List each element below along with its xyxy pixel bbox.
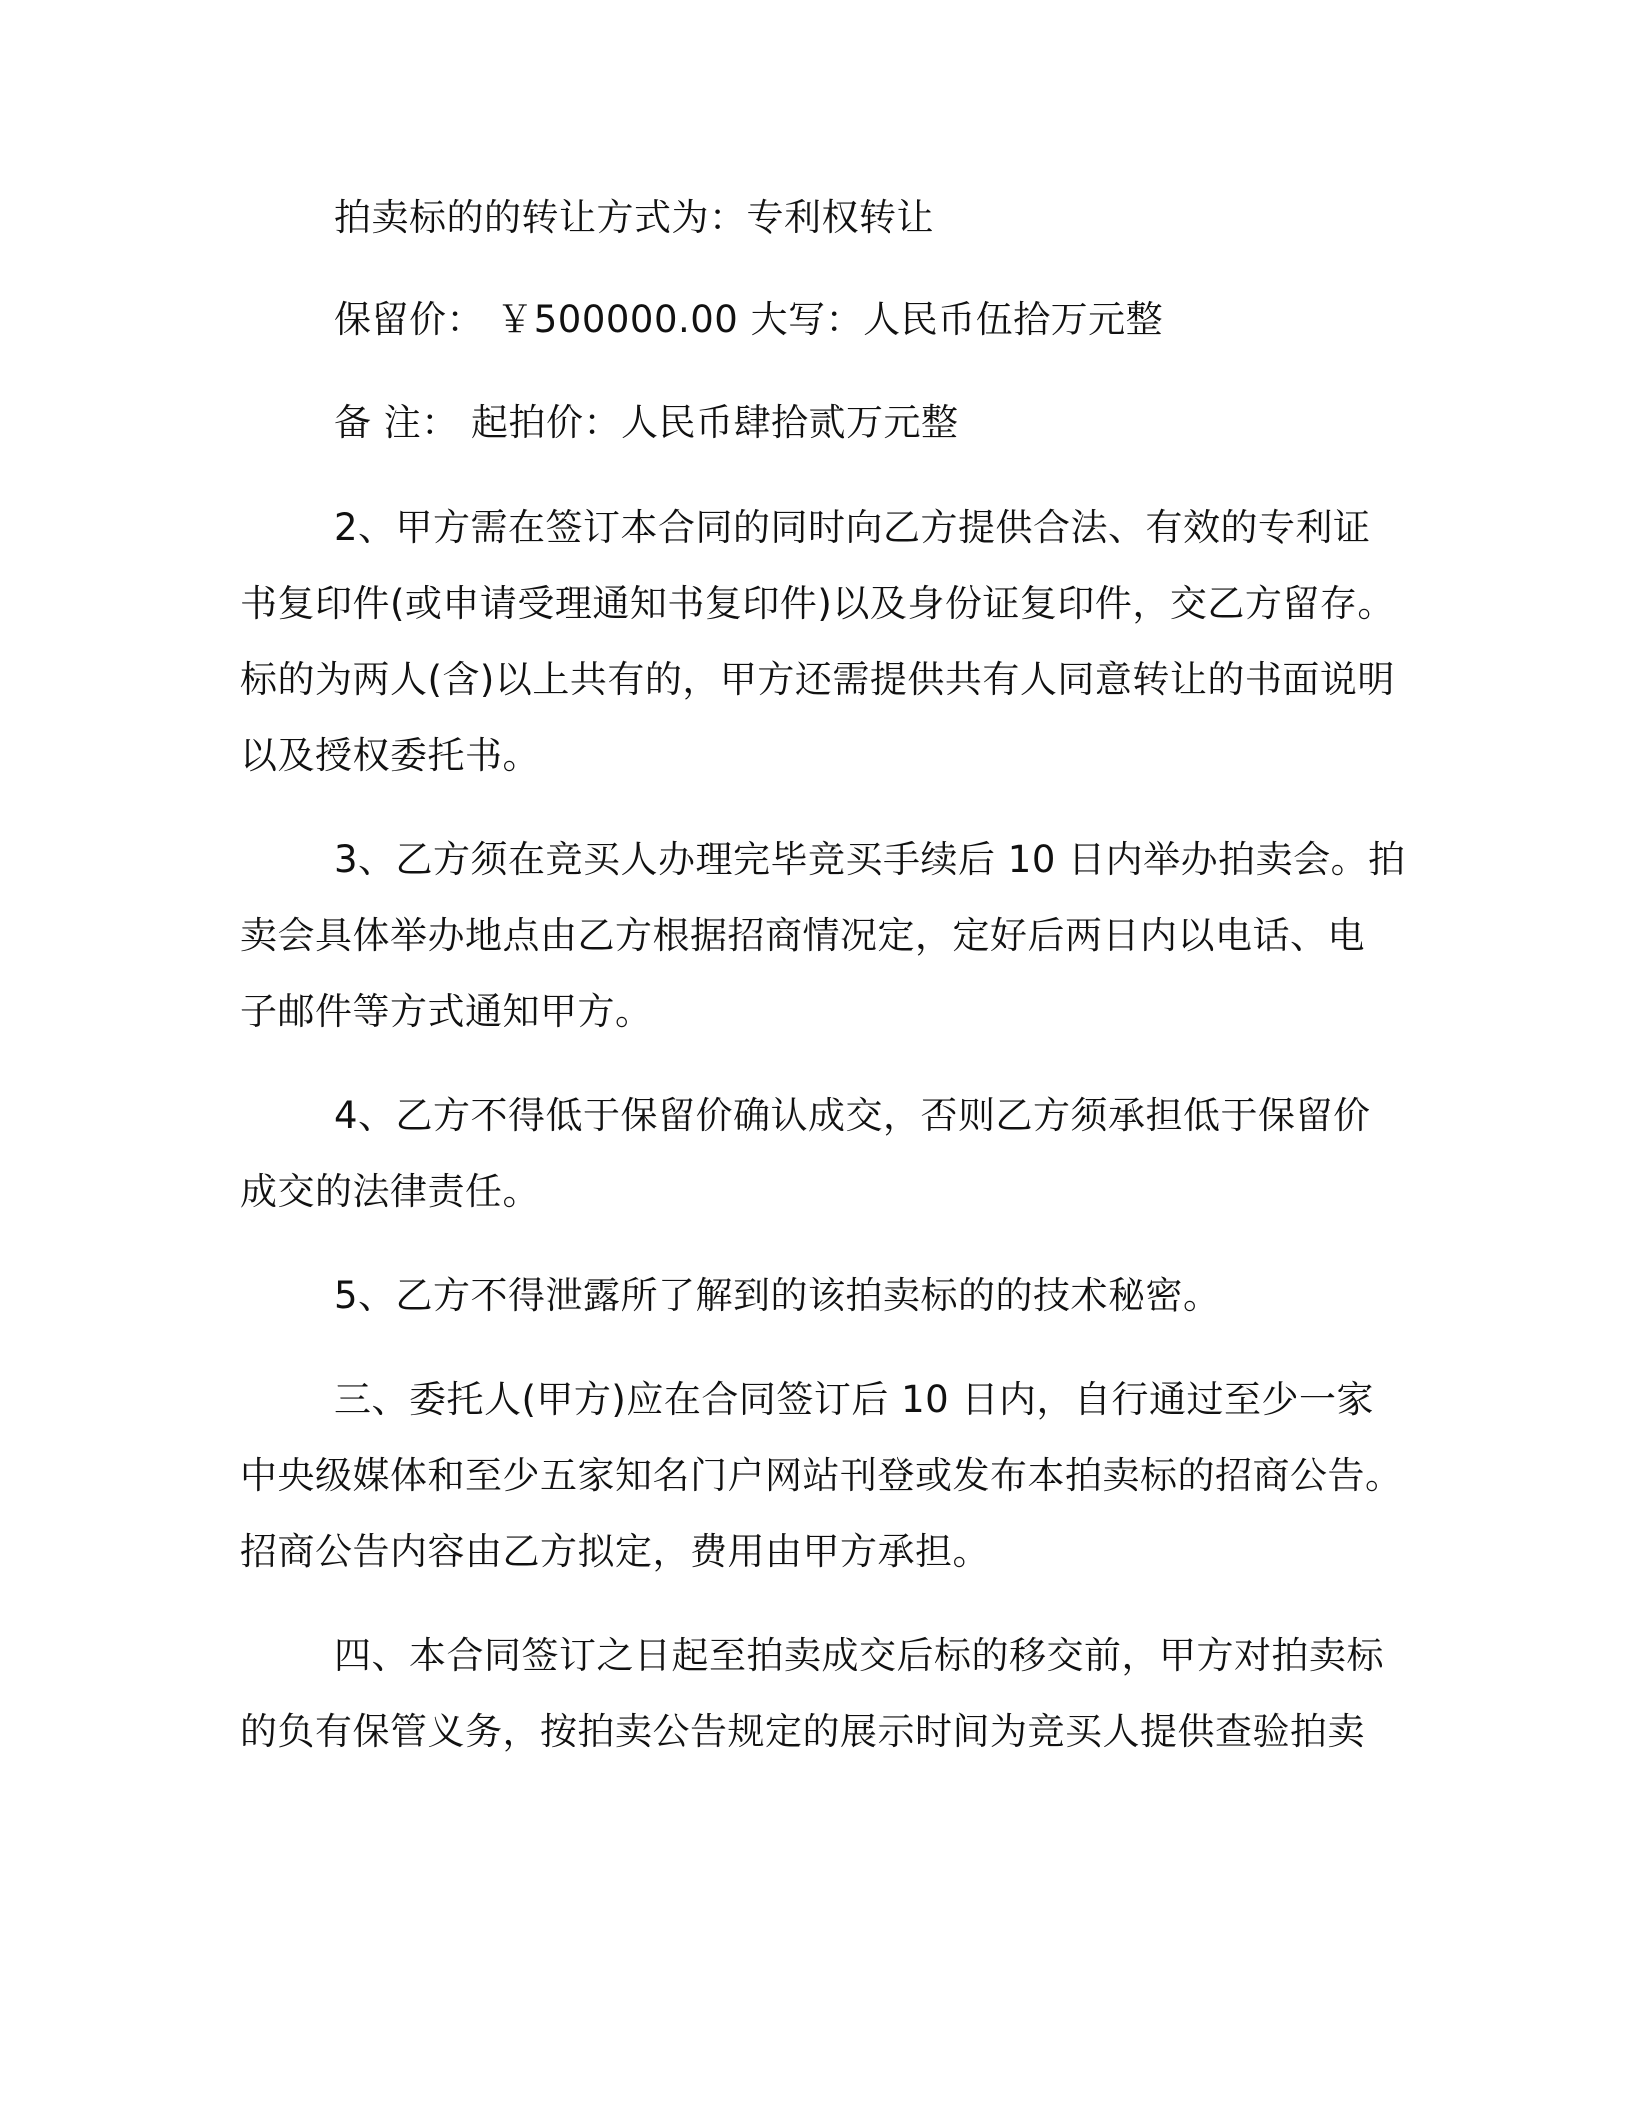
clause-4-line-2: 成交的法律责任。 bbox=[240, 1170, 540, 1213]
remark-line: 备 注： 起拍价：人民币肆拾贰万元整 bbox=[334, 401, 959, 444]
transfer-method-line: 拍卖标的的转让方式为：专利权转让 bbox=[334, 196, 934, 239]
section-4-line-2: 的负有保管义务，按拍卖公告规定的展示时间为竞买人提供查验拍卖 bbox=[240, 1710, 1365, 1753]
clause-2-line-1: 2、甲方需在签订本合同的同时向乙方提供合法、有效的专利证 bbox=[334, 506, 1371, 549]
clause-3-line-1: 3、乙方须在竞买人办理完毕竞买手续后 10 日内举办拍卖会。拍 bbox=[334, 838, 1406, 881]
clause-3-line-3: 子邮件等方式通知甲方。 bbox=[240, 990, 653, 1033]
reserve-price-line: 保留价： ￥500000.00 大写：人民币伍拾万元整 bbox=[334, 298, 1164, 341]
section-4-line-1: 四、本合同签订之日起至拍卖成交后标的移交前，甲方对拍卖标 bbox=[334, 1634, 1384, 1677]
clause-3-line-2: 卖会具体举办地点由乙方根据招商情况定，定好后两日内以电话、电 bbox=[240, 914, 1365, 957]
section-3-line-2: 中央级媒体和至少五家知名门户网站刊登或发布本拍卖标的招商公告。 bbox=[240, 1454, 1403, 1497]
section-3-line-3: 招商公告内容由乙方拟定，费用由甲方承担。 bbox=[240, 1530, 990, 1573]
clause-2-line-2: 书复印件(或申请受理通知书复印件)以及身份证复印件，交乙方留存。 bbox=[240, 582, 1395, 625]
clause-5-line: 5、乙方不得泄露所了解到的该拍卖标的的技术秘密。 bbox=[334, 1274, 1221, 1317]
clause-2-line-3: 标的为两人(含)以上共有的，甲方还需提供共有人同意转让的书面说明 bbox=[240, 658, 1395, 701]
clause-2-line-4: 以及授权委托书。 bbox=[240, 734, 540, 777]
section-3-line-1: 三、委托人(甲方)应在合同签订后 10 日内，自行通过至少一家 bbox=[334, 1378, 1374, 1421]
clause-4-line-1: 4、乙方不得低于保留价确认成交，否则乙方须承担低于保留价 bbox=[334, 1094, 1371, 1137]
